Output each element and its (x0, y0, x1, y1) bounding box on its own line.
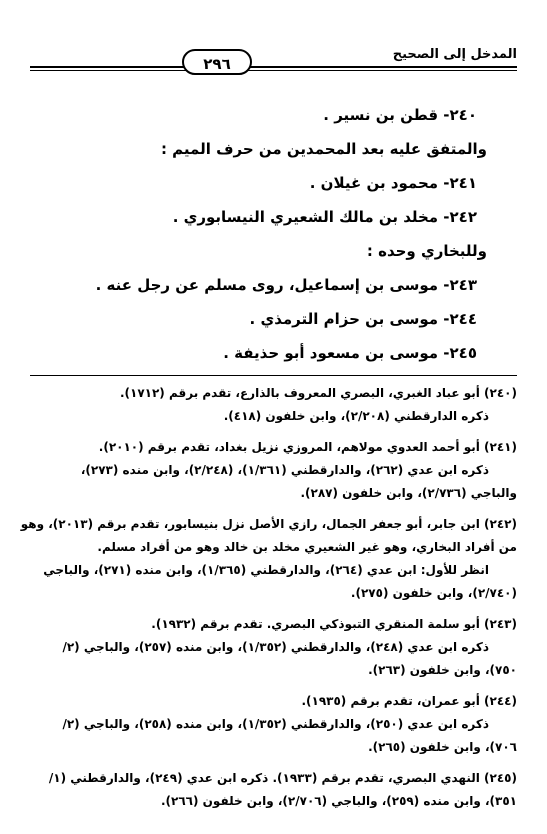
footnote-line: ذكره ابن عدي (٢٥٠)، والدارقطني (١/٣٥٢)، وابن منده (٢٥٨)، والباجي (٢/ (62, 717, 489, 731)
page-header (30, 38, 517, 78)
footnote-line: (٢٤٤) أبو عمران، تقدم برقم (١٩٣٥). (301, 694, 517, 708)
footnote-242 (20, 513, 517, 605)
footnote-line: ٧٥٠)، وابن خلفون (٢٦٣). (368, 663, 517, 677)
footnote-line: (٢٤١) أبو أحمد العدوي مولاهم، المروزي نزيل بغداد، تقدم برقم (٢٠١٠). (98, 440, 517, 454)
footnotes (20, 382, 517, 821)
entry-244: ٢٤٤- موسى بن حزام الترمذي . (249, 310, 477, 328)
footnote-line: ذكره الدارقطني (٢/٢٠٨)، وابن خلفون (٤١٨). (223, 409, 489, 423)
footnote-line: ٣٥١)، وابن منده (٢٥٩)، والباجي (٢/٧٠٦)، وابن خلفون (٢٦٦). (160, 794, 517, 808)
footnote-line: (٢٤٢) ابن جابر، أبو جعفر الجمال، رازي الأصل نزل بنيسابور، تقدم برقم (٢٠١٣)، وهو (20, 517, 517, 531)
footnote-line: من أفراد البخاري، وهو غير الشعيري مخلد بن خالد وهو من أفراد مسلم. (97, 540, 517, 554)
footnote-line: ذكره ابن عدي (٢٤٨)، والدارقطني (١/٣٥٢)، وابن منده (٢٥٧)، والباجي (٢/ (62, 640, 489, 654)
footnote-245 (30, 767, 517, 813)
page-number: ٢٩٦ (182, 49, 252, 75)
header-rule (30, 66, 517, 68)
footnote-line: ٧٠٦)، وابن خلفون (٢٦٥). (368, 740, 517, 754)
entry-243: ٢٤٣- موسى بن إسماعيل، روى مسلم عن رجل عنه . (95, 276, 477, 294)
footnote-line: (٢٤٠) أبو عباد الغبري، البصري المعروف بالذارع، تقدم برقم (١٧١٢). (119, 386, 517, 400)
footnote-244 (30, 690, 517, 759)
main-text (40, 98, 487, 370)
footnote-line: والباجي (٢/٧٣٦)، وابن خلفون (٢٨٧). (300, 486, 517, 500)
section-heading: وللبخاري وحده : (366, 242, 487, 260)
entry-240: ٢٤٠- قطن بن نسير . (323, 106, 477, 124)
footnote-241 (30, 436, 517, 505)
footnote-separator (30, 375, 517, 376)
running-title: المدخل إلى الصحيح (392, 47, 517, 62)
footnote-line: (٢٤٣) أبو سلمة المنقري التبوذكي البصري. تقدم برقم (١٩٣٢). (151, 617, 517, 631)
footnote-243 (30, 613, 517, 682)
entry-242: ٢٤٢- مخلد بن مالك الشعيري النيسابوري . (172, 208, 477, 226)
entry-241: ٢٤١- محمود بن غيلان . (309, 174, 477, 192)
footnote-line: انظر للأول: ابن عدي (٢٦٤)، والدارقطني (١/٣٦٥)، وابن منده (٢٧١)، والباجي (43, 563, 489, 577)
header-rule-thin (30, 70, 517, 71)
footnote-line: ذكره ابن عدي (٢٦٢)، والدارقطني (١/٣٦١)، (٢/٢٤٨)، وابن منده (٢٧٣)، (80, 463, 489, 477)
footnote-line: (٢٤٥) النهدي البصري، تقدم برقم (١٩٣٣). ذكره ابن عدي (٢٤٩)، والدارقطني (١/ (48, 771, 517, 785)
footnote-240 (30, 382, 517, 428)
section-heading: والمتفق عليه بعد المحمدين من حرف الميم : (160, 140, 487, 158)
entry-245: ٢٤٥- موسى بن مسعود أبو حذيفة . (223, 344, 477, 362)
footnote-line: (٢/٧٤٠)، وابن خلفون (٢٧٥). (350, 586, 517, 600)
